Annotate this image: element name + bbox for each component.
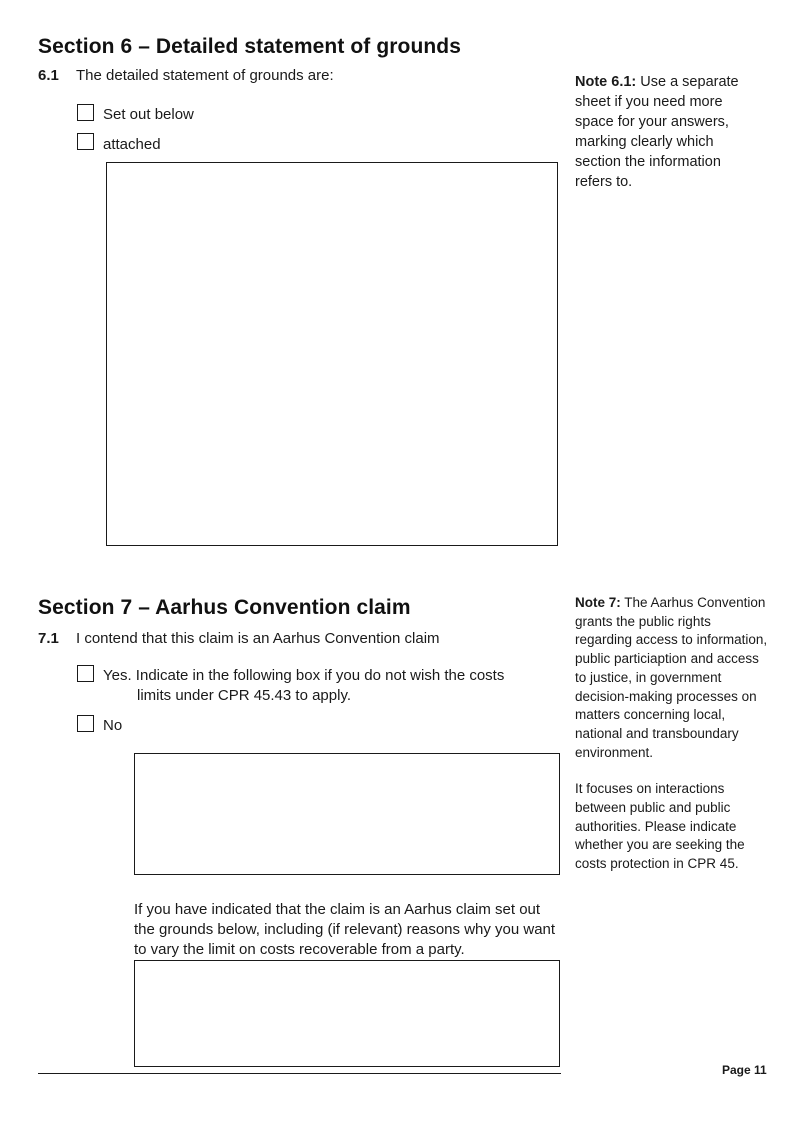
aarhus-yes-label-line-2: limits under CPR 45.43 to apply. xyxy=(137,687,351,704)
costs-limit-text-box[interactable] xyxy=(134,753,560,875)
aarhus-grounds-text-box[interactable] xyxy=(134,960,560,1067)
note-7-label: Note 7: xyxy=(575,595,621,610)
note-6-1-text: Use a separate sheet if you need more space for your answers, marking clearly which section the information refers to. xyxy=(575,74,739,190)
question-6-1-text: The detailed statement of grounds are: xyxy=(76,67,334,84)
aarhus-no-label: No xyxy=(103,717,123,734)
grounds-text-box[interactable] xyxy=(106,162,558,546)
section-6-heading: Section 6 – Detailed statement of grounds xyxy=(38,35,462,58)
note-6-1 xyxy=(575,72,760,192)
aarhus-yes-checkbox[interactable] xyxy=(77,665,94,682)
footer-rule xyxy=(38,1073,561,1074)
aarhus-yes-label-line-1: Yes. Indicate in the following box if you do not wish the costs xyxy=(103,667,505,684)
question-7-1-text: I contend that this claim is an Aarhus Convention claim xyxy=(76,630,440,647)
section-7-heading: Section 7 – Aarhus Convention claim xyxy=(38,596,411,619)
attached-checkbox[interactable] xyxy=(77,133,94,150)
set-out-below-label: Set out below xyxy=(103,106,194,123)
note-7-paragraph-2: It focuses on interactions between public and public authorities. Please indicate whether you are seeking the costs protection in CPR 45. xyxy=(575,781,745,872)
question-6-1-number: 6.1 xyxy=(38,67,59,84)
aarhus-grounds-instruction: If you have indicated that the claim is an Aarhus claim set out the grounds below, including (if relevant) reasons why you want to vary the limit on costs recoverable from a party. xyxy=(134,901,556,958)
question-7-1-number: 7.1 xyxy=(38,630,59,647)
attached-label: attached xyxy=(103,136,161,153)
set-out-below-checkbox[interactable] xyxy=(77,104,94,121)
note-7-text: The Aarhus Convention grants the public rights regarding access to information, public particiaption and access to justice, in government decision-making processes on matters concerning local, national and transboundary environment. xyxy=(575,595,768,760)
aarhus-no-checkbox[interactable] xyxy=(77,715,94,732)
note-7 xyxy=(575,594,770,874)
page-number: Page 11 xyxy=(722,1063,767,1077)
note-6-1-label: Note 6.1: xyxy=(575,74,637,90)
